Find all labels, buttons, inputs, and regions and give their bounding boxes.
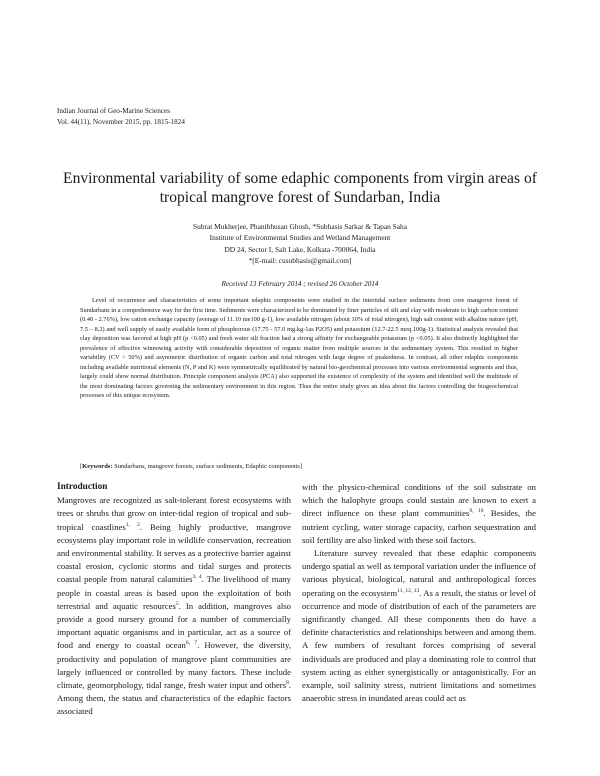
- intro-paragraph-2: Literature survey revealed that these edaphic components undergo spatial as well as temporal variation under the influence of various physical, biological, natural and anthropological forces operating on the ecosystem$^{11, 12, 13}$. As a result, the status or level of occurrence and mode of distribution of each of the parameters are significantly changed. All these components then do have a definite characteristics and relationships between and among them. A few numbers of resultant forces comprising of several individuals are produced and play a dominating role to control that system acting as either synergistically or antagonistically. For an example, soil salinity stress, nutrient limitations and sometimes anaerobic stress in inundated areas could act as: [302, 548, 537, 704]
- keywords-text: Sundarbans, mangrove forests, surface sediments, Edaphic components]: [112, 463, 303, 470]
- left-column: [57, 481, 291, 719]
- email: *[E-mail: cusubhasis@gmail.com]: [248, 256, 352, 266]
- journal-volume: Vol. 44(11), November 2015, pp. 1815-1824: [57, 117, 185, 126]
- journal-name: Indian Journal of Geo-Marine Sciences: [57, 107, 170, 115]
- abstract: Level of occurrence and characteristics of some important edaphic components were studied in the intertidal surface sediments from core mangrove forest of Sundarbans in a comprehensive way for the first time. Sediments were characterized to be dominated by finer particles of silt and clay with moderate to high carbon content (0.40 - 2.76%), low cation exchange capacity (average of 11.10 me100 g-1), low available nitrogen (about 10% of total nitrogen), high salt content with alkaline nature (pH, 7.5 – 8.2) and well supply of easily available form of phosphorous (17.75 - 57.0 mg.kg-1as P2O5) and potassium (12.7-22.5 meq.100g-1). Statistical analysis revealed that clay deposition was favored at high pH (p <0.05) and fresh water silt fraction had a strong affinity for exchangeable potassium (p <0.05). It also distinctly highlighted the prevalence of effective winnowing activity with considerable deposition of organic matter from multiple sources in the sedimentary system. This resulted in higher variability (CV > 50%) and asymmetric distribution of organic carbon and total nitrogen with large degree of peakedness. In contrast, all other edaphic components including available nutritional elements (N, P and K) were symmetrically equilibrated by natural bio-geochemical processes into various environmental segments and thus, largely could show normal distribution. Principle component analysis (PCA) also supported the existence of complexity of the system and identified well the multitude of the most dominating factors governing the sedimentary environment in this region. Thus the entire study gives an idea about the factors controlling the biogeochemical processes of this unique ecosystem.: [80, 297, 518, 400]
- authors: Subrat Mukherjee, Phanibhusan Ghosh, *Subhasis Sarkar & Tapan Saha: [192, 222, 408, 231]
- received-dates: Received 13 February 2014 ; revised 26 October 2014: [221, 280, 379, 288]
- keywords-label: Keywords:: [82, 463, 113, 470]
- right-column: [302, 481, 536, 705]
- address: DD 24, Sector I, Salt Lake, Kolkata -700064, India: [224, 244, 376, 254]
- section-heading-introduction: Introduction: [57, 482, 108, 492]
- author-block: [60, 221, 540, 267]
- intro-paragraph-1-cont: with the physico-chemical conditions of the soil substrate on which the halophyte groups could sustain are known to exert a direct influence on these plant communities$^{9, 10}$. Besides, the nutrient cycling, water storage capacity, carbon sequestration and soil fertility are also linked with these soil factors.: [302, 482, 537, 545]
- article-title: Environmental variability of some edaphic components from virgin areas of tropical mangrove forest of Sundarban, India: [63, 170, 537, 206]
- keywords: [Keywords: Sundarbans, mangrove forests, surface sediments, Edaphic components]: [80, 463, 303, 470]
- institute: Institute of Environmental Studies and Wetland Management: [209, 233, 391, 243]
- intro-paragraph-1: Mangroves are recognized as salt-tolerant forest ecosystems with trees or shrubs that grow on inter-tidal region of tropical and sub-tropical coastlines$^{1, 2}$. Being highly productive, mangrove ecosystems play important role in wildlife conservation, recreation and environmental stability. It serves as a protective barrier against coastal erosion, cyclonic storms and tidal surges and protects coastal people from natural calamities$^{3, 4}$. The livelihood of many people in coastal areas is based upon the exploitation of both terrestrial and aquatic resources$^5$. In addition, mangroves also provide a good nursery ground for a number of commercially important aquatic organisms and in particular, act as a source of food and energy to coastal ocean$^{6, 7}$. However, the diversity, productivity and population of mangrove plant communities are largely influenced or controlled by many factors. These include climate, geomorphology, tidal range, fresh water input and others$^8$. Among them, the status and characteristics of the edaphic factors associated: [57, 495, 292, 717]
- journal-header: [57, 106, 185, 127]
